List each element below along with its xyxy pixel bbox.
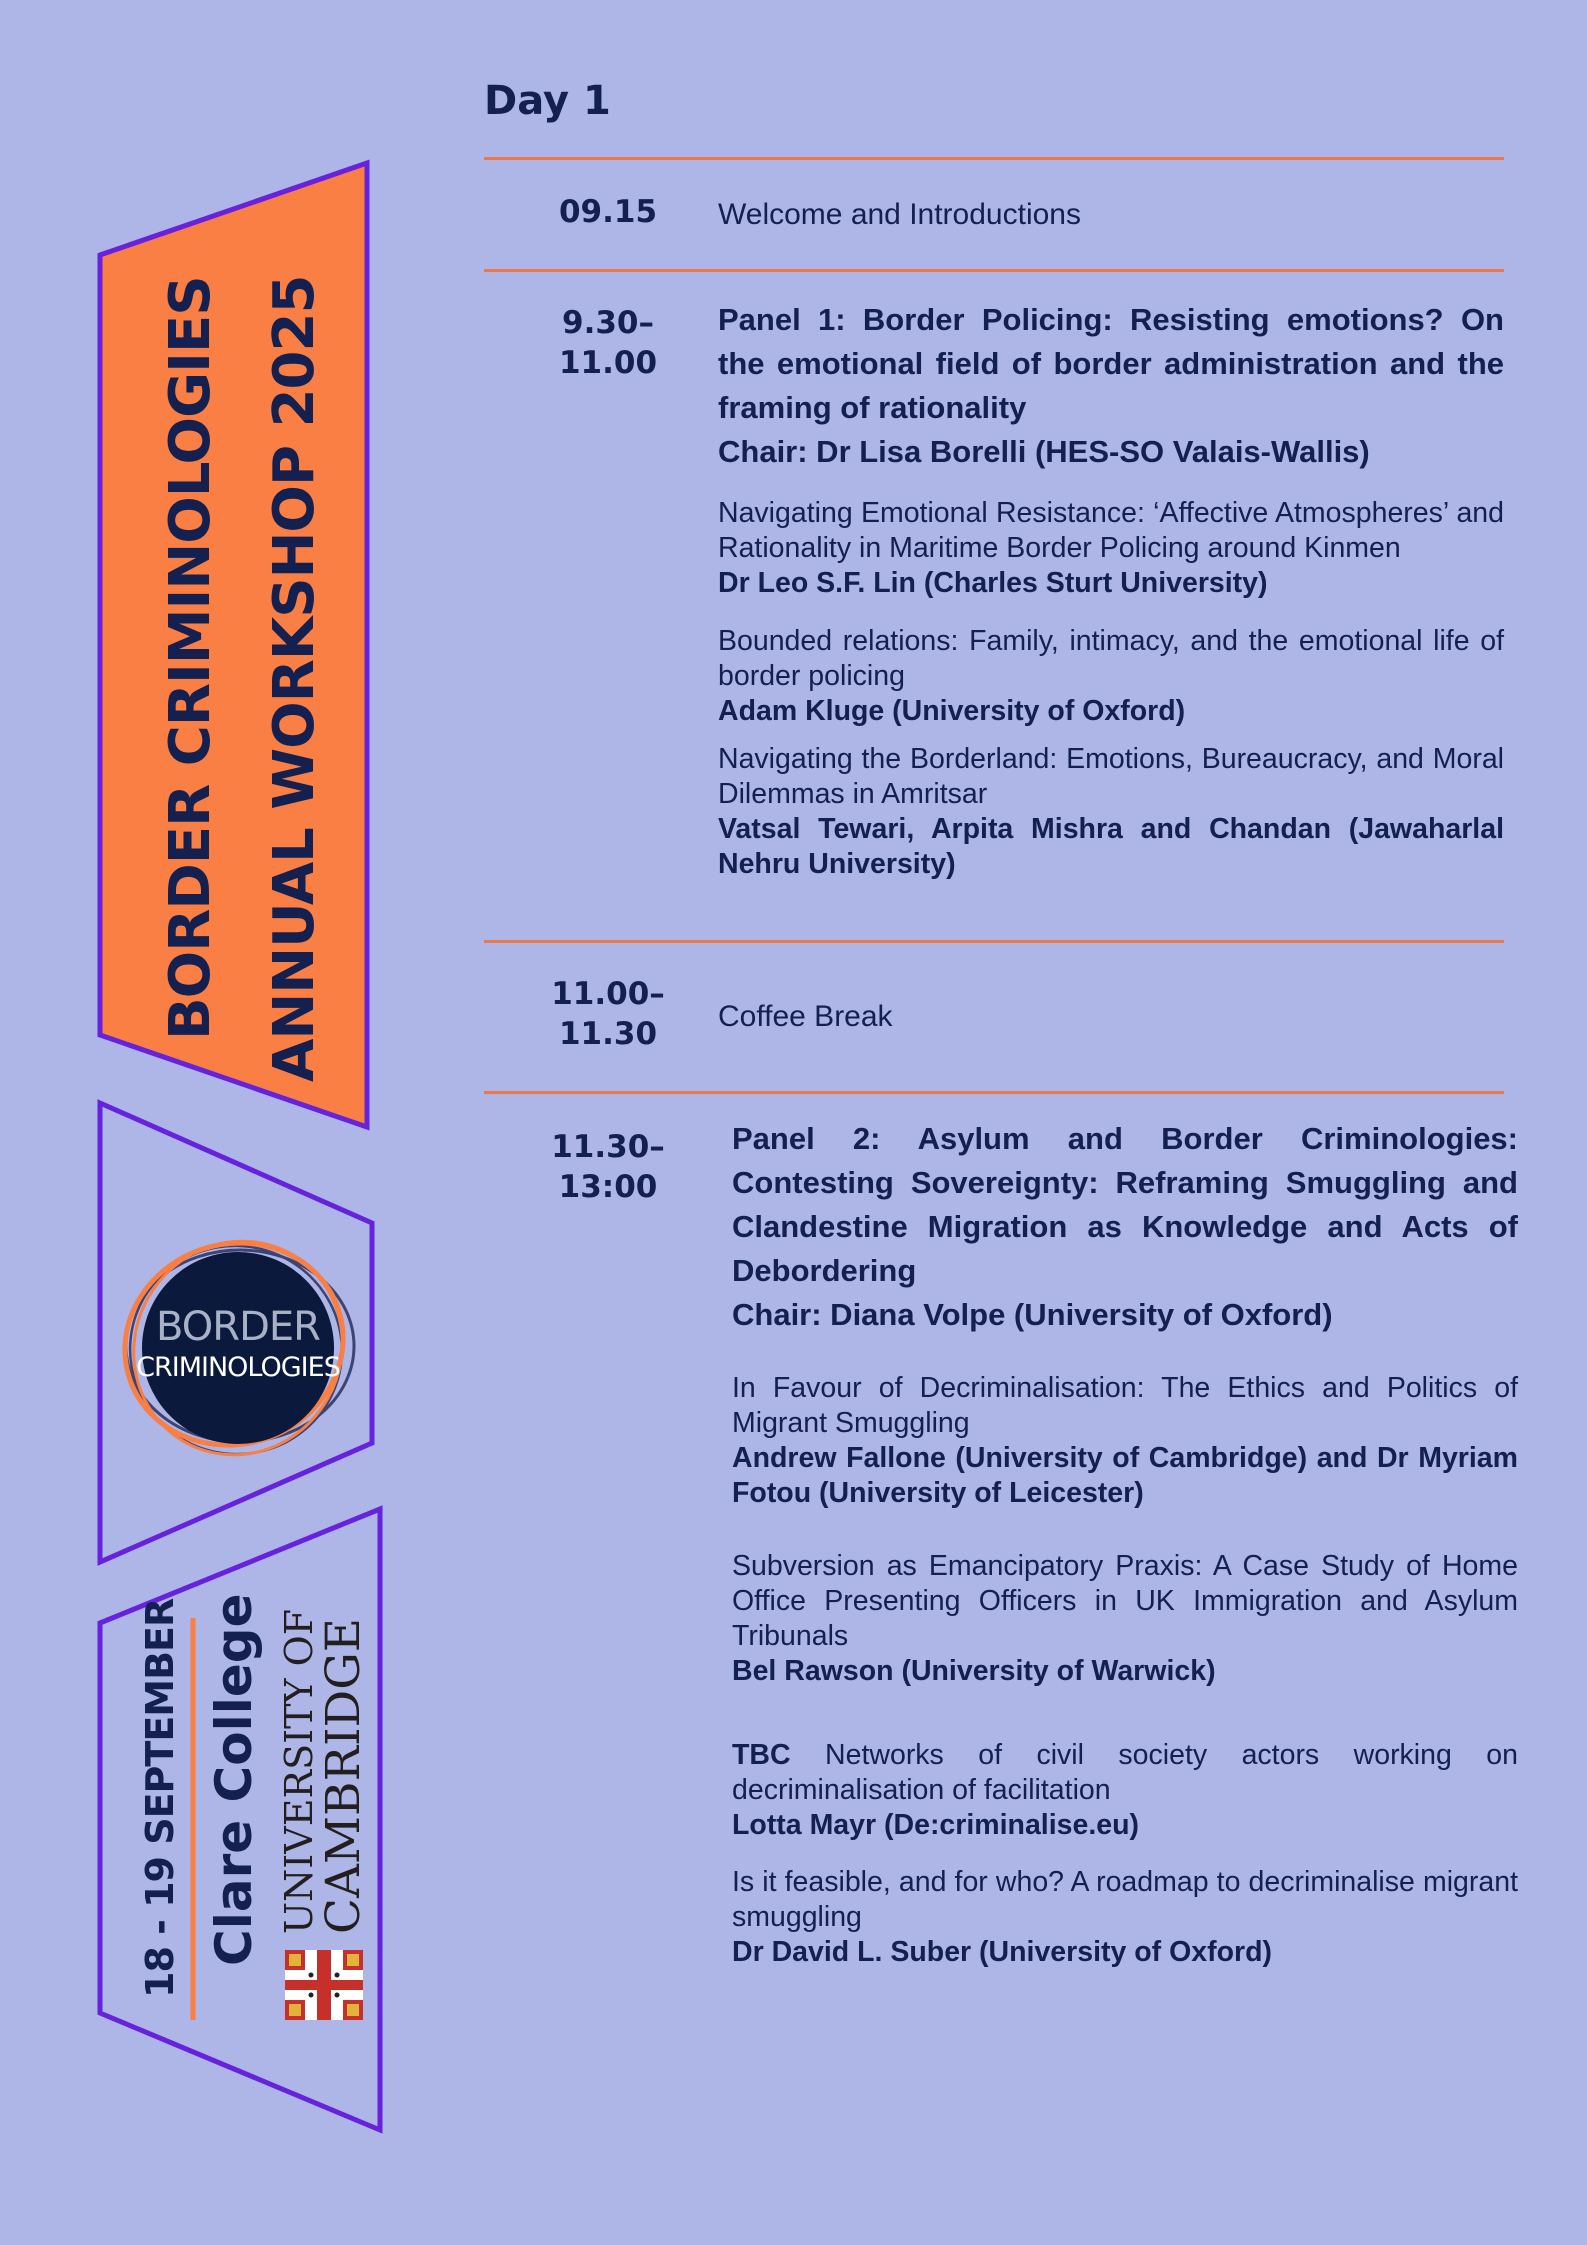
- panel-chair: Chair: Dr Lisa Borelli (HES-SO Valais-Wallis): [718, 434, 1370, 469]
- panel-chair: Chair: Diana Volpe (University of Oxford): [732, 1297, 1333, 1332]
- talk-item: [718, 624, 1504, 729]
- talk-title: [732, 1738, 1518, 1808]
- talk-item: [718, 742, 1504, 882]
- divider-rule: [484, 1091, 1504, 1094]
- session-time: [533, 1127, 683, 1207]
- talk-item: [718, 496, 1504, 601]
- divider-rule: [484, 940, 1504, 943]
- venue-name: Clare College: [205, 1593, 263, 1966]
- tbc-label: TBC: [732, 1739, 791, 1771]
- logo-text-line2: CRIMINOLOGIES: [136, 1352, 340, 1383]
- session-time: [533, 303, 683, 383]
- divider-rule: [484, 269, 1504, 272]
- university-name-line1: UNIVERSITY OF: [277, 1608, 321, 1934]
- talk-item: [732, 1549, 1518, 1689]
- talk-title: Navigating Emotional Resistance: ‘Affective Atmospheres’ and Rationality in Maritime Border Policing around Kinmen: [718, 497, 1504, 564]
- talk-speaker: Dr Leo S.F. Lin (Charles Sturt University): [718, 567, 1268, 599]
- session-time-line: 09.15: [558, 194, 658, 230]
- panel-title: Panel 1: Border Policing: Resisting emotions? On the emotional field of border administration and the framing of rationality: [718, 302, 1504, 425]
- talk-speaker: Lotta Mayr (De:criminalise.eu): [732, 1809, 1140, 1841]
- day-title: Day 1: [484, 78, 611, 124]
- session-title: Coffee Break: [718, 1000, 893, 1033]
- talk-title: Subversion as Emancipatory Praxis: A Case Study of Home Office Presenting Officers in UK Immigration and Asylum Tribunals: [732, 1550, 1518, 1652]
- session-title: Welcome and Introductions: [718, 198, 1081, 231]
- session-time: [533, 974, 683, 1054]
- talk-title: Bounded relations: Family, intimacy, and the emotional life of border policing: [718, 625, 1504, 692]
- talk-speaker: Adam Kluge (University of Oxford): [718, 695, 1186, 727]
- talk-item: [732, 1738, 1518, 1843]
- talk-title: Navigating the Borderland: Emotions, Bureaucracy, and Moral Dilemmas in Amritsar: [718, 743, 1504, 810]
- logo-text-line1: BORDER: [156, 1304, 320, 1350]
- talk-item: [732, 1371, 1518, 1511]
- session-time-line: 11.30–: [551, 1129, 665, 1165]
- session-time-line: 9.30–: [562, 305, 654, 341]
- university-name-line2: CAMBRIDGE: [316, 1617, 371, 1934]
- banner-title-line1: BORDER CRIMINOLOGIES: [158, 276, 223, 1040]
- event-dates: 18 - 19 SEPTEMBER: [138, 1598, 182, 1998]
- talk-speaker: Vatsal Tewari, Arpita Mishra and Chandan (Jawaharlal Nehru University): [718, 813, 1504, 880]
- session-time-line: 11.00: [558, 345, 658, 381]
- panel-title: Panel 2: Asylum and Border Criminologies: Contesting Sovereignty: Reframing Smuggling and Clandestine Migration as Knowledge and Acts of Debordering: [732, 1121, 1518, 1288]
- talk-item: [732, 1865, 1518, 1970]
- session-time: [533, 192, 683, 232]
- divider-rule: [484, 157, 1504, 160]
- talk-title: In Favour of Decriminalisation: The Ethics and Politics of Migrant Smuggling: [732, 1372, 1518, 1439]
- session-time-line: 13:00: [558, 1169, 658, 1205]
- session-time-line: 11.30: [558, 1016, 658, 1052]
- panel-block: [718, 298, 1504, 882]
- talk-speaker: Dr David L. Suber (University of Oxford): [732, 1936, 1272, 1968]
- panel-block: [732, 1117, 1518, 1970]
- session-time-line: 11.00–: [551, 976, 665, 1012]
- talk-speaker: Bel Rawson (University of Warwick): [732, 1655, 1216, 1687]
- talk-title-text: Networks of civil society actors working on decriminalisation of facilitation: [732, 1739, 1518, 1806]
- talk-title: Is it feasible, and for who? A roadmap to decriminalise migrant smuggling: [732, 1866, 1518, 1933]
- talk-speaker: Andrew Fallone (University of Cambridge) and Dr Myriam Fotou (University of Leicester): [732, 1442, 1518, 1509]
- banner-title-line2: ANNUAL WORKSHOP 2025: [262, 275, 327, 1082]
